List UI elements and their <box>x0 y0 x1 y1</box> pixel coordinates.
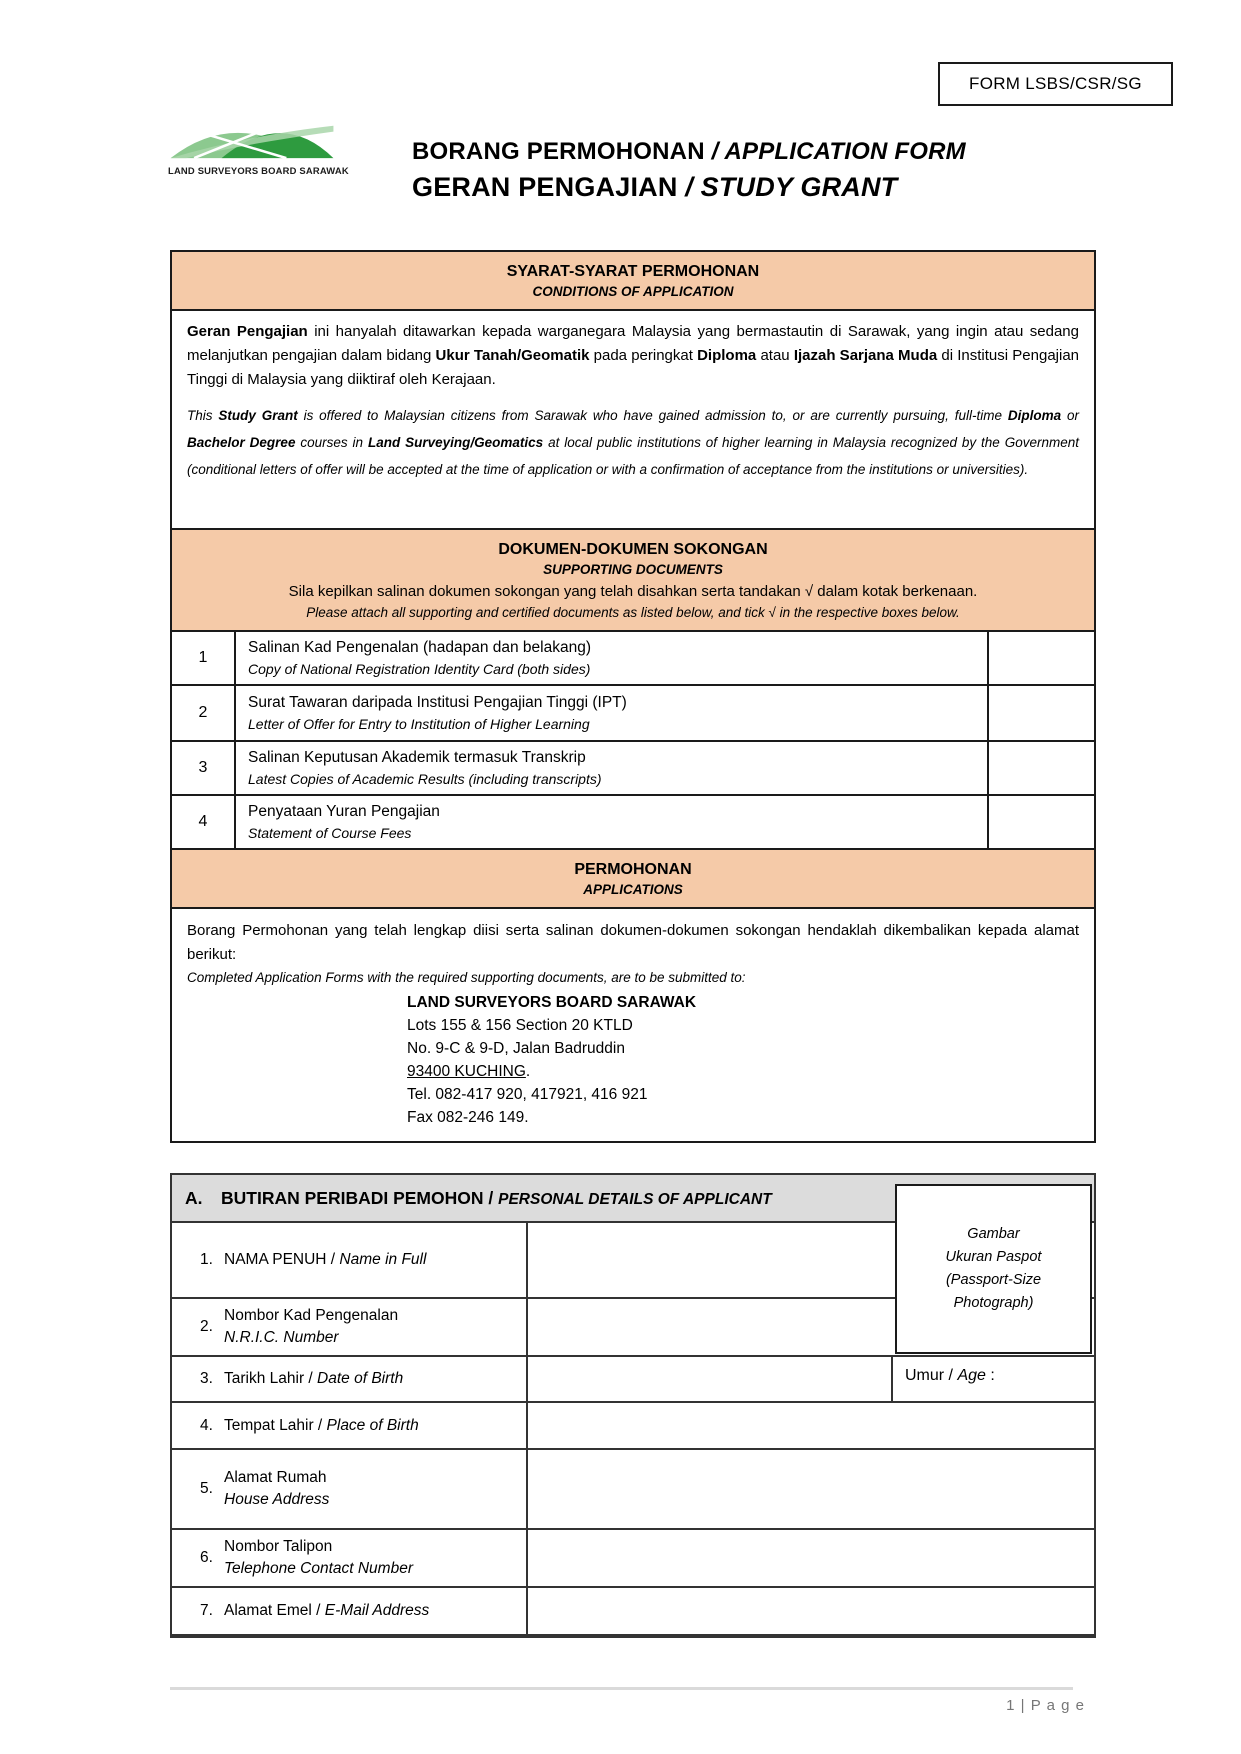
document-title-en: Copy of National Registration Identity Card (both sides) <box>248 661 591 677</box>
field-label: Nombor Kad Pengenalan N.R.I.C. Number <box>224 1307 399 1346</box>
conditions-and-documents-box <box>170 250 1096 1143</box>
photo-box-caption-line: Photograph) <box>953 1295 1034 1311</box>
table-row <box>172 796 1094 850</box>
field-number: 7. <box>200 1602 213 1619</box>
conditions-section-header <box>172 252 1094 311</box>
document-description <box>236 632 987 684</box>
photo-box-caption-line: Ukuran Paspot <box>945 1249 1042 1265</box>
document-tick-box[interactable] <box>987 796 1094 848</box>
field-label: NAMA PENUH / Name in Full <box>224 1251 427 1268</box>
conditions-paragraph-my: Geran Pengajian ini hanyalah ditawarkan kepada warganegara Malaysia yang bermastautin di Sarawak, yang ingin atau sedang melanjutkan pengajian dalam bidang Ukur Tanah/Geomatik pada peringkat Diploma atau Ijazah Sarjana Muda di Institusi Pengajian Tinggi di Malaysia yang diiktiraf oleh Kerajaan. <box>187 323 1080 388</box>
document-title-en: Latest Copies of Academic Results (including transcripts) <box>248 771 602 787</box>
house-address-input[interactable] <box>528 1450 1094 1528</box>
document-number: 4 <box>172 796 236 848</box>
field-label: Alamat Emel / E-Mail Address <box>224 1602 430 1619</box>
table-row <box>172 1403 1094 1450</box>
document-description <box>236 796 987 848</box>
address-line: Tel. 082-417 920, 417921, 416 921 <box>407 1086 648 1103</box>
table-row <box>172 1450 1094 1530</box>
field-label-cell <box>172 1299 528 1355</box>
document-description <box>236 742 987 794</box>
supporting-documents-header <box>172 530 1094 632</box>
field-label: Nombor Talipon Telephone Contact Number <box>224 1538 413 1577</box>
field-number: 2. <box>200 1318 213 1335</box>
field-label-cell <box>172 1223 528 1297</box>
date-of-birth-input[interactable] <box>528 1357 891 1401</box>
section-letter: A. <box>185 1187 203 1208</box>
logo <box>168 112 349 177</box>
document-title-en: Statement of Course Fees <box>248 825 412 841</box>
title-line-application-form: BORANG PERMOHONAN / APPLICATION FORM <box>412 138 966 165</box>
form-code-box <box>938 62 1173 106</box>
table-row <box>172 1357 1094 1403</box>
applications-paragraph-my: Borang Permohonan yang telah lengkap diisi serta salinan dokumen-dokumen sokongan hendaklah dikembalikan kepada alamat berikut: <box>187 922 1079 963</box>
document-title-en: Letter of Offer for Entry to Institution of Higher Learning <box>248 716 590 732</box>
documents-note-my: Sila kepilkan salinan dokumen sokongan yang telah disahkan serta tandakan √ dalam kotak berkenaan. <box>288 583 978 600</box>
document-tick-box[interactable] <box>987 632 1094 684</box>
table-row <box>172 1588 1094 1636</box>
field-label-cell <box>172 1357 528 1401</box>
photo-box-caption-line: Gambar <box>967 1226 1020 1242</box>
title-line-study-grant: GERAN PENGAJIAN / STUDY GRANT <box>412 172 898 202</box>
conditions-title-en: CONDITIONS OF APPLICATION <box>532 284 734 299</box>
section-title: BUTIRAN PERIBADI PEMOHON / PERSONAL DETAILS OF APPLICANT <box>221 1187 772 1208</box>
field-number: 1. <box>200 1251 213 1268</box>
applications-title-en: APPLICATIONS <box>583 882 683 897</box>
place-of-birth-input[interactable] <box>528 1403 1094 1448</box>
field-label-cell <box>172 1450 528 1528</box>
applications-title-my: PERMOHONAN <box>574 861 692 878</box>
field-label-cell <box>172 1588 528 1634</box>
passport-photo-box[interactable] <box>895 1184 1092 1354</box>
field-number: 5. <box>200 1480 213 1497</box>
age-input-cell[interactable] <box>891 1357 1094 1401</box>
field-label: Alamat Rumah House Address <box>224 1469 330 1508</box>
document-number: 2 <box>172 686 236 740</box>
applications-section-header <box>172 850 1094 909</box>
supporting-documents-table <box>172 632 1094 850</box>
lsbs-logo-icon <box>168 112 336 164</box>
field-number: 6. <box>200 1549 213 1566</box>
document-tick-box[interactable] <box>987 742 1094 794</box>
documents-title-my: DOKUMEN-DOKUMEN SOKONGAN <box>498 541 768 558</box>
document-title-my: Salinan Kad Pengenalan (hadapan dan belakang) <box>248 639 592 656</box>
table-row <box>172 686 1094 742</box>
field-label: Tarikh Lahir / Date of Birth <box>224 1370 404 1387</box>
field-label-cell <box>172 1403 528 1448</box>
address-line: Lots 155 & 156 Section 20 KTLD <box>407 1017 633 1034</box>
page-number: 1 | P a g e <box>1006 1697 1085 1714</box>
document-number: 1 <box>172 632 236 684</box>
telephone-number-input[interactable] <box>528 1530 1094 1586</box>
address-line: Fax 082-246 149. <box>407 1109 529 1126</box>
table-row <box>172 632 1094 686</box>
document-title <box>412 138 966 203</box>
table-row <box>172 1530 1094 1588</box>
document-number: 3 <box>172 742 236 794</box>
form-code-text: FORM LSBS/CSR/SG <box>969 74 1142 93</box>
applications-paragraph-en: Completed Application Forms with the required supporting documents, are to be submitted to: <box>187 970 746 985</box>
photo-box-caption-line: (Passport-Size <box>945 1272 1042 1288</box>
table-row <box>172 742 1094 796</box>
submission-address <box>407 991 1079 1129</box>
document-tick-box[interactable] <box>987 686 1094 740</box>
documents-title-en: SUPPORTING DOCUMENTS <box>543 562 723 577</box>
conditions-title-my: SYARAT-SYARAT PERMOHONAN <box>506 263 760 280</box>
field-label: Tempat Lahir / Place of Birth <box>224 1416 419 1434</box>
email-address-input[interactable] <box>528 1588 1094 1634</box>
field-number: 4. <box>200 1416 213 1434</box>
footer-divider <box>170 1687 1073 1690</box>
document-description <box>236 686 987 740</box>
applications-body <box>172 909 1094 1141</box>
address-line: LAND SURVEYORS BOARD SARAWAK <box>407 994 697 1011</box>
address-line: 93400 KUCHING. <box>407 1063 531 1080</box>
conditions-body <box>172 311 1094 530</box>
field-number: 3. <box>200 1370 213 1387</box>
address-line: No. 9-C & 9-D, Jalan Badruddin <box>407 1040 625 1057</box>
logo-caption: LAND SURVEYORS BOARD SARAWAK <box>168 166 349 177</box>
document-title-my: Surat Tawaran daripada Institusi Pengajian Tinggi (IPT) <box>248 694 627 711</box>
personal-details-section <box>170 1173 1096 1638</box>
document-title-my: Penyataan Yuran Pengajian <box>248 803 440 820</box>
field-label-cell <box>172 1530 528 1586</box>
conditions-paragraph-en: This Study Grant is offered to Malaysian citizens from Sarawak who have gained admission to, or are currently pursuing, full-time Diploma or Bachelor Degree courses in Land Surveying/Geomatics at local public institutions of higher learning in Malaysia recognized by the Government (conditional letters of offer will be accepted at the time of application or with a confirmation of acceptance from the institutions or universities). <box>187 408 1079 477</box>
age-label: Umur / Age : <box>905 1367 995 1384</box>
documents-note-en: Please attach all supporting and certified documents as listed below, and tick √ in the respective boxes below. <box>306 605 960 620</box>
document-title-my: Salinan Keputusan Akademik termasuk Transkrip <box>248 749 586 766</box>
